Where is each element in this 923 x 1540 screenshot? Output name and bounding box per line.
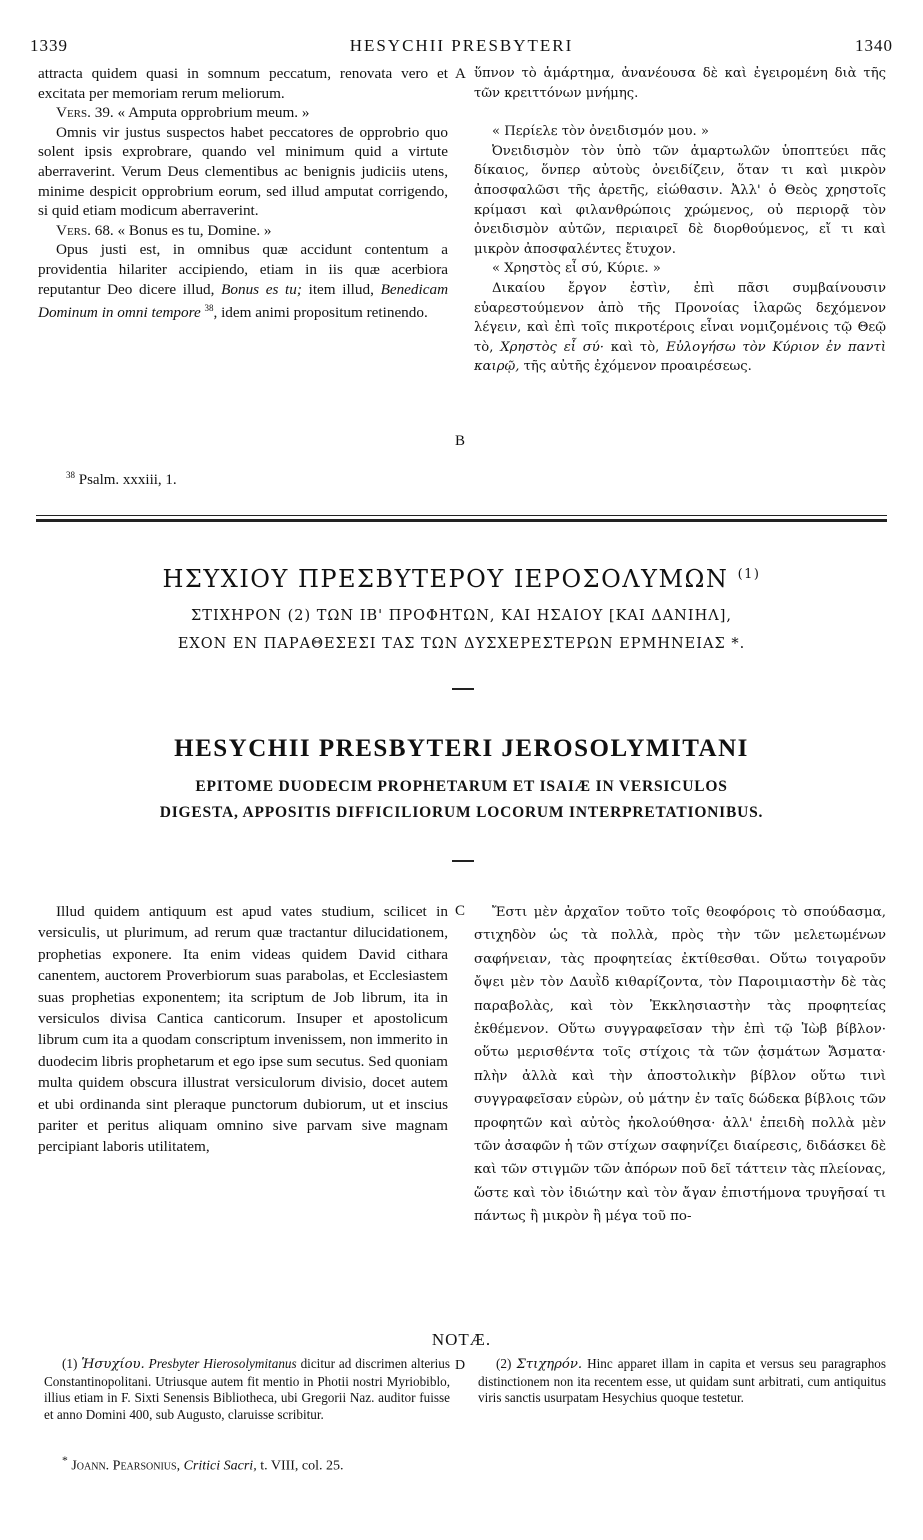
- text-run: , idem animi propositum retinendo.: [213, 304, 428, 322]
- verse-heading: [38, 221, 448, 241]
- italic-quote: Bonus es tu;: [221, 280, 302, 298]
- center-dash: [452, 688, 474, 690]
- latin-title: HESYCHII PRESBYTERI JEROSOLYMITANI: [174, 735, 749, 762]
- verse-text: « Bonus es tu, Domine. »: [117, 221, 272, 239]
- note-italic: Presbyter Hierosolymitanus: [148, 1356, 297, 1371]
- margin-marker-d: D: [455, 1358, 466, 1373]
- verse-heading: [38, 103, 448, 123]
- verse-label: Vers. 68.: [56, 221, 114, 239]
- greek-body-paragraph: Ἔστι μὲν ἀρχαῖον τοῦτο τοῖς θεοφόροις τὸ σπούδασμα, στιχηδὸν ὡς τὰ πολλὰ, πρὸς τὴν τῶν μελετωμένων σαφήνειαν, τὰς προφητείας ἐκτίθεσθαι. Οὕτω τοιγαροῦν ὄψει μὲν τὸν Δαυῒδ κιθαρίζοντα, τὸν Παροιμιαστὴν δὲ τὰς παραβολὰς, καὶ τὸν Ἐκκλησιαστὴν τὰς προφητείας ἐκθέμενον. Οὕτω συγγραφεῖσαν τὴν ἐπὶ τῷ Ἰὼβ βίβλον· οὕτω μερισθέντα τοῖς στίχοις τὰ τῶν ᾀσμάτων Ἄσματα· πλὴν ἀλλὰ καὶ τὴν ἀποστολικὴν βίβλον οὕτω τινὶ συγγραφεῖσαν εὑρὼν, οὐ μάτην ἐν ταῖς δώδεκα βίβλοις τῶν προφητῶν καὶ αὐτὸς ἠκολούθησα· ἀλλ' ἐπειδὴ πολλὰ μὲν τῶν ἀσαφῶν ἡ τῶν στίχων σαφηνίζει διαίρεσις, διδάσκει δὲ καὶ τῶν στιγμῶν τῶν ἀπόρων ποῦ δεῖ τάττειν τὰς πλείονας, ὥστε καὶ τὸν ἰδιώτην καὶ τὸν ἄγαν ἐπιστήμονα τρυγῆσαί τι πάντως ἢ μικρὸν ἢ μέγα τοῦ πο-: [474, 905, 886, 1225]
- body-latin-column: [38, 901, 448, 1158]
- notes-heading: NOTÆ.: [431, 1330, 492, 1349]
- italic-quote: Benedicam Dominum in omni tempore: [38, 280, 449, 322]
- note-text: dicitur ad discrimen alterius Constantinopolitani. Utriusque autem fit mentio in Photii nostri Myriobiblo, illius etiam in F. Sixti Senensis Bibliotheca, ubi Gregorii Naz. auditor fuisse et anno Domini 400, sub Augusto, claruisse scribitur.: [44, 1356, 450, 1422]
- citation: t. VIII, col. 25.: [260, 1458, 344, 1474]
- text-run: τῆς αὐτῆς ἐχόμενον προαιρέσεως.: [523, 359, 752, 375]
- top-latin-column: [38, 64, 448, 323]
- greek-paragraph: ὕπνον τὸ ἁμάρτημα, ἀνανέουσα δὲ καὶ ἐγειρομένη διὰ τῆς τῶν κρειττόνων μνήμης.: [474, 66, 886, 101]
- margin-marker-b: B: [455, 433, 466, 449]
- greek-paragraph: [474, 279, 886, 377]
- italic-quote: Εὐλογήσω τὸν Κύριον ἐν παντὶ καιρῷ,: [474, 339, 886, 375]
- latin-paragraph: Omnis vir justus suspectos habet peccatores de opprobrio quo solent ipsis exprobrare, quando vel minimum quid a virtute aberraverint. Verum Deus clementibus ac benignis judiciis utens, minime despicit opprobrium eorum, sed illud amputat corrigendo, si quid etiam modicum aberraverint.: [38, 123, 448, 220]
- latin-body-paragraph: Illud quidem antiquum est apud vates studium, scilicet in versiculis, ut plurimum, ad rerum quæ tractantur dilucidationem, prophetias exponere. Ita enim videas quidem David cithara canentem, auctorem Proverbiorum suas parabolas, et Ecclesiastem suas prophetias exponentem; ita scriptum de Job librum, ita in versiculos divisa Cantica canticorum. Insuper et apostolicum librum cum ita a quodam conscriptum invenissem, non immerito in duodecim libris prophetarum et ego ipse sum secutus. Sed quoniam multa quidem obscura illustrat versiculorum divisio, docet autem et ubi ordinanda sint pleraque punctorum dubiorum, ut et inscius pariter et peritus aliquam omnino sive parvam sive magnam percipiant laboris utilitatem,: [38, 903, 448, 1156]
- note-paragraph: [44, 1356, 450, 1423]
- latin-paragraph: [38, 240, 448, 322]
- margin-marker-c: C: [455, 903, 466, 919]
- verse-text: « Amputa opprobrium meum. »: [117, 104, 310, 122]
- latin-paragraph: attracta quidem quasi in somnum peccatum, renovata vero et excitata per memoriam rerum meliorum.: [38, 65, 448, 102]
- footnote-38: [66, 470, 177, 489]
- star-footnote: [62, 1454, 344, 1475]
- work-title: Critici Sacri,: [183, 1458, 257, 1474]
- top-greek-column: [474, 64, 886, 377]
- note-greek-term: Ἡσυχίου.: [81, 1357, 145, 1372]
- text-run: καὶ τὸ,: [610, 339, 660, 355]
- footnote-text: Psalm. xxxiii, 1.: [78, 472, 177, 488]
- text-run: item illud,: [308, 280, 374, 298]
- margin-marker-a: A: [455, 66, 466, 82]
- greek-subtitle-line-1: ΣΤΙΧΗΡΟΝ (2) ΤΩΝ ΙΒ' ΠΡΟΦΗΤΩΝ, ΚΑΙ ΗΣΑΙΟΥ [ΚΑΙ ΔΑΝΙΗΛ],: [191, 608, 732, 624]
- note-1: [44, 1356, 450, 1423]
- body-greek-column: [474, 901, 886, 1229]
- author-name: Joann. Pearsonius,: [71, 1458, 181, 1474]
- verse-heading-greek: « Περίελε τὸν ὀνειδισμόν μου. »: [492, 124, 709, 140]
- greek-title-text: ΗΣΥΧΙΟΥ ΠΡΕΣΒΥΤΕΡΟΥ ΙΕΡΟΣΟΛΥΜΩΝ: [162, 565, 729, 593]
- latin-subtitle-line-1: EPITOME DUODECIM PROPHETARUM ET ISAIÆ IN VERSICULOS: [195, 778, 728, 795]
- page-number-left: 1339: [30, 36, 68, 55]
- note-greek-term: Στιχηρόν.: [516, 1357, 583, 1372]
- text-run: Opus justi est, in omnibus quæ accidunt contentum a providentia hilariter accipiendo, etiam in iis quæ acerbiora reputantur Deo dicere illud,: [38, 241, 448, 298]
- note-number: (1): [62, 1356, 78, 1371]
- separator-rule-thick: [36, 519, 887, 522]
- separator-rule: [36, 515, 887, 516]
- page-number-right: 1340: [855, 36, 893, 55]
- greek-title: [30, 565, 893, 593]
- title-note-ref: (1): [737, 567, 761, 582]
- footnote-number: 38: [66, 470, 75, 480]
- verse-label: Vers. 39.: [56, 104, 114, 122]
- latin-subtitle-line-2: DIGESTA, APPOSITIS DIFFICILIORUM LOCORUM INTERPRETATIONIBUS.: [159, 804, 764, 821]
- verse-heading-greek: « Χρηστὸς εἶ σύ, Κύριε. »: [492, 261, 661, 277]
- greek-subtitle-line-2: ΕΧΟΝ ΕΝ ΠΑΡΑΘΕΣΕΣΙ ΤΑΣ ΤΩΝ ΔΥΣΧΕΡΕΣΤΕΡΩΝ ΕΡΜΗΝΕΙΑΣ *.: [177, 636, 746, 652]
- note-number: (2): [496, 1356, 512, 1371]
- running-title: HESYCHII PRESBYTERI: [349, 36, 574, 55]
- note-2: [478, 1356, 886, 1407]
- text-run: Δικαίου ἔργον ἐστὶν, ἐπὶ πᾶσι συμβαίνουσιν εὐαρεστούμενον ἀπὸ τῆς Προνοίας ἱλαρῶς δεχόμενον λέγειν, καὶ ἐπὶ τοῖς πικροτέροις εἶναι νομιζομένοις τῷ Θεῷ τὸ,: [474, 280, 886, 355]
- italic-quote: Χρηστὸς εἶ σύ·: [500, 339, 604, 355]
- footnote-ref: 38: [204, 303, 214, 314]
- star-mark: *: [62, 1454, 68, 1467]
- greek-paragraph: Ὀνειδισμὸν τὸν ὑπὸ τῶν ἁμαρτωλῶν ὑποπτεύει πᾶς δίκαιος, ὅνπερ αὐτοὺς ὀνειδίζειν, ὅταν τι καὶ μικρὸν ἀποσφαλῶσι τῆς ἀρετῆς, εἰώθασιν. Ἀλλ' ὁ Θεὸς χρηστοῖς κρίμασι καὶ φιλανθρώποις χρώμενος, οὐ περιορᾷ τὸν ὀνειδισμὸν αὐτῶν, περιαιρεῖ δὲ διορθούμενος, εἴ τι καὶ μικρὸν ἀποσφαλέντες ἔτυχον.: [474, 143, 886, 257]
- running-header: [30, 36, 893, 60]
- note-paragraph: [478, 1356, 886, 1407]
- center-dash: [452, 860, 474, 862]
- note-text: Hinc apparet illam in capita et versus seu paragraphos distinctionem non ita recentem esse, ut quidam sunt arbitrati, cum antiquitus viris sanctis usurpatam Hesychius quoque testetur.: [478, 1356, 887, 1405]
